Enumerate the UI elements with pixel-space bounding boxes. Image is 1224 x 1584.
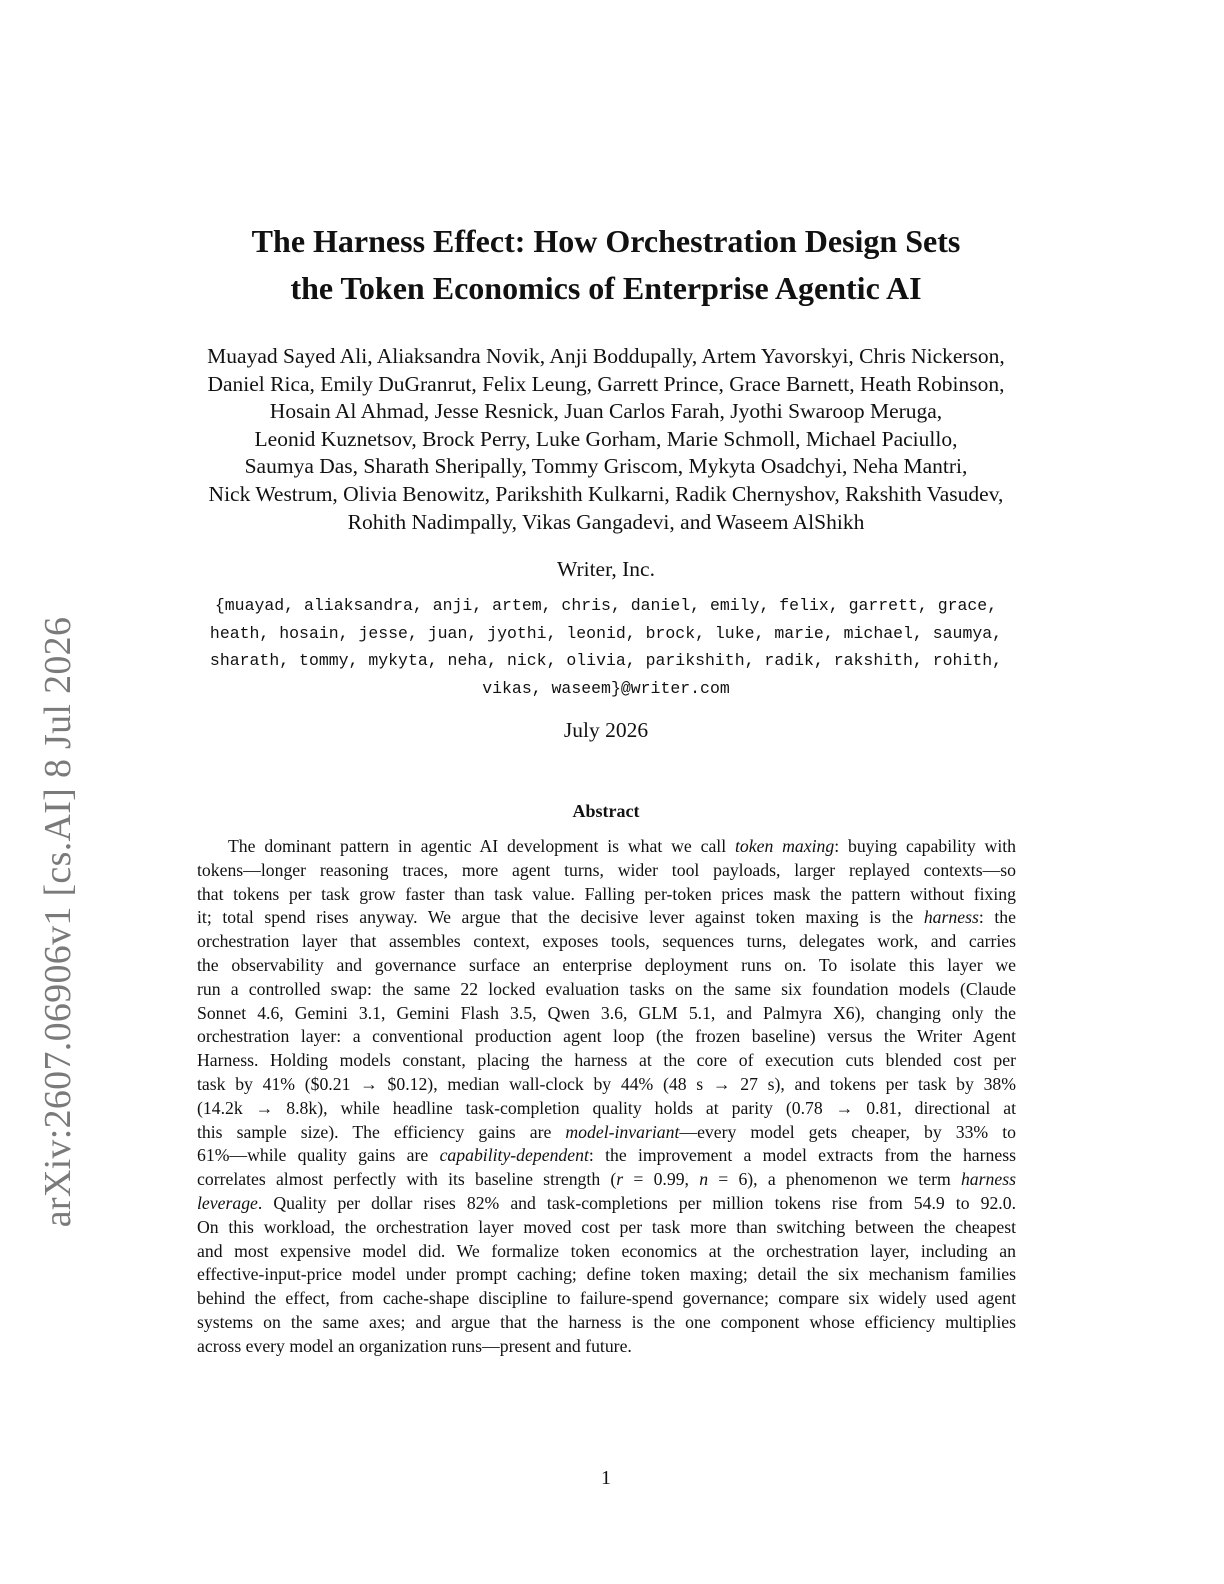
abstract-text: this sample size). The efficiency gains are (197, 1121, 566, 1142)
abstract-line (197, 859, 1016, 883)
abstract-text: The dominant pattern in agentic AI development is what we call (228, 836, 735, 856)
email-list (150, 592, 1062, 702)
abstract-line (197, 978, 1016, 1002)
arxiv-identifier-stamp: arXiv:2607.06906v1 [cs.AI] 8 Jul 2026 (37, 616, 79, 1228)
publication-date: July 2026 (563, 718, 649, 742)
abstract-emphasis: harness (923, 907, 979, 928)
abstract-text: 61%—while quality gains are (197, 1145, 440, 1166)
abstract-text: the observability and governance surface an enterprise deployment runs on. To isolate this layer we (197, 954, 1016, 975)
author-line: Leonid Kuznetsov, Brock Perry, Luke Gorham, Marie Schmoll, Michael Paciullo, (254, 426, 958, 451)
abstract-line (197, 1025, 1016, 1049)
email-line: {muayad, aliaksandra, anji, artem, chris, daniel, emily, felix, garrett, grace, (214, 596, 998, 615)
abstract-text: behind the effect, from cache-shape discipline to failure-spend governance; compare six widely used agent (197, 1288, 1016, 1309)
abstract-text: = 6), a phenomenon we term (708, 1169, 961, 1190)
author-line: Daniel Rica, Emily DuGranrut, Felix Leung, Garrett Prince, Grace Barnett, Heath Robinson, (207, 371, 1005, 396)
abstract-emphasis: harness (960, 1169, 1016, 1190)
abstract-text: : the improvement a model extracts from the harness (588, 1145, 1016, 1166)
abstract-text: Sonnet 4.6, Gemini 3.1, Gemini Flash 3.5, Qwen 3.6, GLM 5.1, and Palmyra X6), changing only the (197, 1002, 1016, 1023)
abstract-line (197, 930, 1016, 954)
abstract-emphasis: n (699, 1169, 709, 1190)
abstract-line (197, 1263, 1016, 1287)
abstract-text: : the (978, 907, 1016, 928)
paper-title (150, 218, 1062, 312)
abstract-line (197, 1287, 1016, 1311)
abstract-line (197, 1097, 1016, 1121)
author-line: Muayad Sayed Ali, Aliaksandra Novik, Anji Boddupally, Artem Yavorskyi, Chris Nickerson, (207, 344, 1005, 368)
abstract-text: and most expensive model did. We formalize token economics at the orchestration layer, including an (197, 1240, 1016, 1261)
affiliation: Writer, Inc. (557, 557, 655, 581)
abstract-text: On this workload, the orchestration layer moved cost per task more than switching between the cheapest (197, 1216, 1016, 1237)
email-line: heath, hosain, jesse, juan, jyothi, leonid, brock, luke, marie, michael, saumya, (209, 623, 1003, 643)
author-line: Rohith Nadimpally, Vikas Gangadevi, and Waseem AlShikh (347, 509, 865, 534)
abstract-text: —every model gets cheaper, by 33% to (679, 1121, 1016, 1142)
abstract-text: = 0.99, (623, 1169, 700, 1190)
abstract-text: task by 41% ($0.21 → $0.12), median wall-clock by 44% (48 s → 27 s), and tokens per task by 38% (197, 1073, 1016, 1094)
author-list (140, 343, 1072, 536)
abstract-line (197, 1144, 1016, 1168)
email-line: vikas, waseem}@writer.com (482, 678, 730, 698)
abstract-text: across every model an organization runs—present and future. (197, 1335, 632, 1356)
abstract-emphasis: token maxing (734, 836, 835, 856)
abstract-line (197, 906, 1016, 930)
abstract-text: it; total spend rises anyway. We argue that the decisive lever against token maxing is the (197, 907, 924, 928)
abstract-line (197, 954, 1016, 978)
abstract-line (197, 1002, 1016, 1026)
abstract-line (197, 1168, 1016, 1192)
abstract-line (197, 1335, 1016, 1359)
abstract-text: effective-input-price model under prompt caching; define token maxing; detail the six mechanism families (197, 1264, 1016, 1285)
abstract-line (197, 1192, 1016, 1216)
abstract-text: orchestration layer: a conventional production agent loop (the frozen baseline) versus the Writer Agent (197, 1026, 1016, 1047)
abstract-line (197, 1121, 1016, 1145)
abstract-line (197, 1216, 1016, 1240)
abstract-line (197, 1311, 1016, 1335)
abstract-body (197, 835, 1016, 1359)
abstract-heading: Abstract (572, 801, 640, 821)
abstract-line (197, 1073, 1016, 1097)
abstract-line (197, 835, 1016, 859)
abstract-emphasis: model-invariant (565, 1121, 680, 1142)
author-line: Nick Westrum, Olivia Benowitz, Parikshith Kulkarni, Radik Chernyshov, Rakshith Vasudev, (208, 481, 1004, 506)
abstract-emphasis: capability-dependent (439, 1145, 589, 1166)
author-line: Hosain Al Ahmad, Jesse Resnick, Juan Carlos Farah, Jyothi Swaroop Meruga, (269, 399, 943, 424)
abstract-text: (14.2k → 8.8k), while headline task-completion quality holds at parity (0.78 → 0.81, directional at (197, 1097, 1016, 1118)
abstract-text: tokens—longer reasoning traces, more agent turns, wider tool payloads, larger replayed contexts—so (197, 859, 1016, 880)
abstract-line (197, 1240, 1016, 1264)
abstract-text: : buying capability with (834, 836, 1017, 856)
page-number: 1 (601, 1467, 611, 1489)
email-line: sharath, tommy, mykyta, neha, nick, olivia, parikshith, radik, rakshith, rohith, (209, 651, 1003, 671)
abstract-line (197, 883, 1016, 907)
abstract-text: orchestration layer that assembles context, exposes tools, sequences turns, delegates work, and carries (197, 931, 1016, 952)
abstract-text: run a controlled swap: the same 22 locked evaluation tasks on the same six foundation models (Claude (197, 978, 1016, 999)
abstract-line (197, 1049, 1016, 1073)
author-line: Saumya Das, Sharath Sheripally, Tommy Griscom, Mykyta Osadchyi, Neha Mantri, (244, 454, 968, 479)
abstract-text: that tokens per task grow faster than task value. Falling per-token prices mask the pattern without fixing (197, 883, 1016, 904)
title-line: The Harness Effect: How Orchestration Design Sets (251, 223, 961, 259)
abstract-text: correlates almost perfectly with its baseline strength ( (197, 1169, 617, 1190)
abstract-text: systems on the same axes; and argue that the harness is the one component whose efficiency multiplies (197, 1311, 1016, 1332)
abstract-text: . Quality per dollar rises 82% and task-completions per million tokens rise from 54.9 to 92.0. (257, 1192, 1016, 1213)
abstract-emphasis: leverage (197, 1192, 258, 1213)
abstract-emphasis: r (616, 1169, 624, 1190)
abstract-text: Harness. Holding models constant, placing the harness at the core of execution cuts blended cost per (197, 1050, 1016, 1071)
title-line: the Token Economics of Enterprise Agentic AI (290, 270, 922, 306)
